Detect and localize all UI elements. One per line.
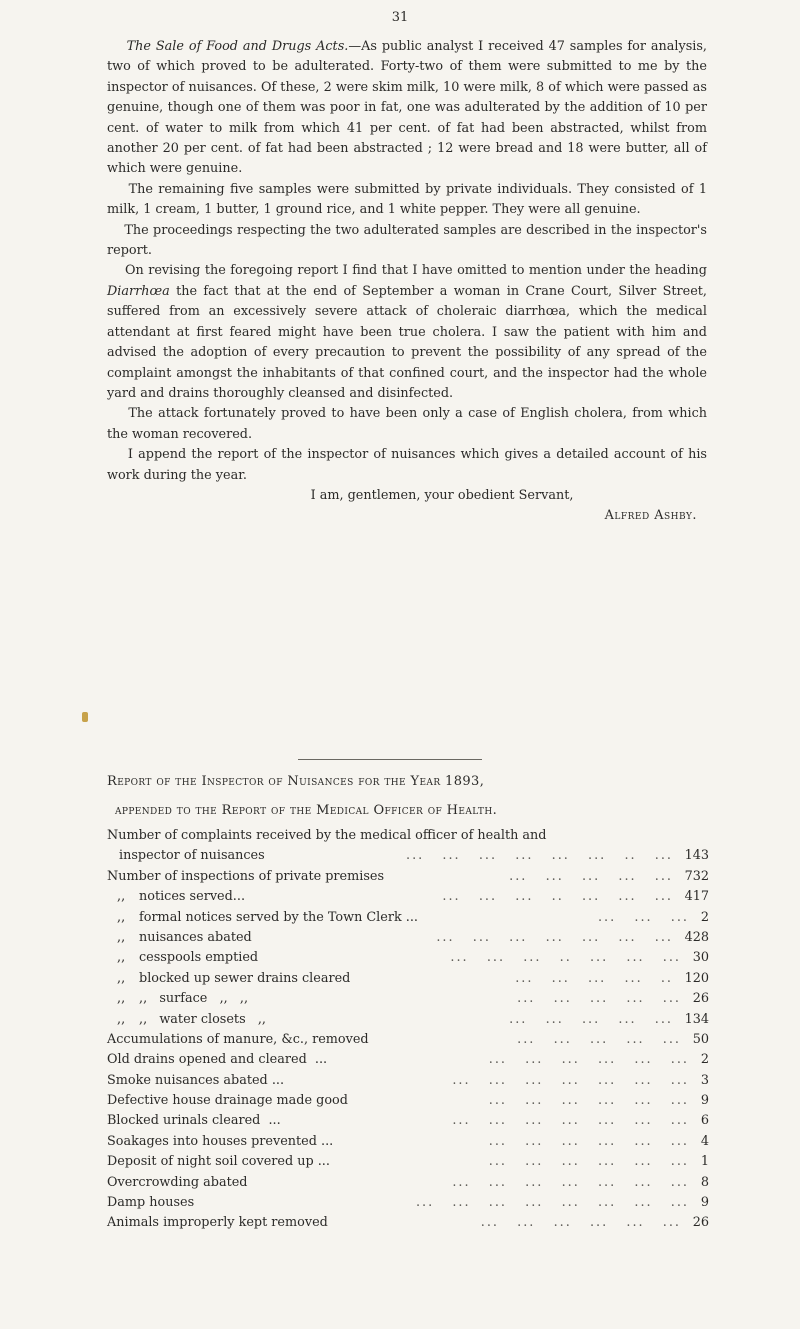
leader-dots: ... ... ... ... ... ... ... — [452, 1113, 689, 1129]
row-label-text: Number of inspections of private premises — [107, 868, 385, 884]
leader-dots: ... ... ... — [597, 909, 689, 925]
row-value: 2 — [700, 1052, 709, 1068]
paragraph-diarrhoea — [107, 261, 707, 404]
leader-dots: ... ... ... .. ... ... ... — [442, 889, 673, 905]
table-row — [107, 1010, 709, 1030]
leader-dots: ... ... ... ... ... ... — [488, 1052, 689, 1068]
leader-dots: ... ... ... ... ... ... — [488, 1154, 689, 1170]
report-heading — [107, 767, 717, 825]
row-label-text: inspector of nuisances — [119, 848, 265, 864]
leader-dots: ... ... ... ... ... ... — [488, 1093, 689, 1109]
row-label-text: Damp houses — [107, 1195, 195, 1211]
row-label — [107, 1050, 327, 1070]
row-label-text: nuisances abated — [139, 929, 252, 945]
table-row — [107, 969, 709, 989]
row-label-text: Blocked urinals cleared ... — [107, 1113, 281, 1129]
page-number: 31 — [391, 10, 409, 25]
paragraph-text: I append the report of the inspector of nuisances which gives a detailed account of his work during the year. — [107, 447, 707, 483]
row-value: 9 — [700, 1093, 709, 1109]
row-label-text: Overcrowding abated — [107, 1174, 248, 1190]
ditto-mark: ,, — [117, 970, 126, 986]
leader-dots: ... ... ... ... ... ... — [480, 1215, 681, 1231]
table-row — [107, 1173, 709, 1193]
paragraph-body: —As public analyst I received 47 samples for analysis, two of which proved to be adulterated. Forty-two of them were submitted to me by the inspector of nuisances. Of these, 2 were skim milk, 10 were milk, 8 of which were passed as genuine, though one of them was poor in fat, one was adulterated by the addition of 10 per cent. of water to milk from which 41 per cent. of fat had been abstracted, whilst from another 20 per cent. of fat had been abstracted ; 12 were bread and 18 were butter, all of which were genuine. — [107, 39, 707, 177]
leader-dots: ... ... ... ... ... ... ... — [436, 929, 673, 945]
table-row — [107, 1132, 709, 1152]
row-label — [107, 1111, 281, 1131]
row-value: 30 — [692, 950, 709, 966]
row-value: 3 — [700, 1072, 709, 1088]
paragraph-text: The remaining five samples were submitted by private individuals. They consisted of 1 milk, 1 cream, 1 butter, 1 ground rice, and 1 white pepper. They were all genuine. — [107, 181, 708, 218]
row-label — [117, 887, 245, 907]
leader-dots: ... ... ... ... ... ... ... — [452, 1072, 689, 1088]
report-heading-line1: Report of the Inspector of Nuisances for the Year 1893, — [107, 774, 485, 789]
row-label-text: notices served... — [139, 889, 246, 905]
row-label-text: formal notices served by the Town Clerk ... — [139, 909, 418, 925]
table-row — [107, 1152, 709, 1172]
table-row — [107, 1111, 709, 1131]
row-value: 120 — [684, 970, 709, 986]
row-value: 417 — [684, 889, 709, 905]
table-row — [107, 1091, 709, 1111]
row-label — [119, 846, 265, 866]
ditto-mark: ,, — [117, 950, 126, 966]
paragraph-private-samples — [107, 180, 707, 221]
row-value: 134 — [684, 1011, 709, 1027]
paragraph-food-drugs — [107, 37, 707, 180]
leader-dots: ... ... ... ... ... — [517, 1031, 681, 1047]
row-value: 50 — [692, 1031, 709, 1047]
row-value: 143 — [684, 848, 709, 864]
leader-dots: ... ... ... ... ... ... ... ... — [415, 1195, 689, 1211]
leader-dots: ... .. ... ... ... ... ... ... — [406, 848, 673, 864]
table-intro-row — [107, 826, 709, 846]
row-value: 6 — [700, 1113, 709, 1129]
leader-dots: .. ... ... ... ... — [515, 970, 673, 986]
row-label — [117, 989, 248, 1009]
table-row — [107, 908, 709, 928]
heading-reference: Diarrhœa — [107, 283, 170, 299]
table-row — [107, 989, 709, 1009]
row-label — [107, 1091, 348, 1111]
table-row — [107, 1213, 709, 1233]
paragraph-title: The Sale of Food and Drugs Acts. — [126, 39, 349, 54]
row-value: 1 — [700, 1154, 709, 1170]
row-value: 428 — [684, 929, 709, 945]
paragraph-english-cholera — [107, 404, 707, 445]
row-label — [117, 928, 252, 948]
table-row — [107, 928, 709, 948]
ditto-mark: ,, — [117, 909, 126, 925]
row-label-text: Soakages into houses prevented ... — [107, 1133, 334, 1149]
signature: Alfred Ashby. — [604, 508, 697, 524]
paragraph-text: the fact that at the end of September a woman in Crane Court, Silver Street, suffered from an excessively severe attack of choleraic diarrhœa, which the medical attendant at first feared might have been true cholera. I saw the patient with him and advised the adoption of every precaution to prevent the possibility of any spread of the complaint amongst the inhabitants of that confined court, and the inspector had the whole yard and drains thoroughly cleansed and disinfected. — [107, 283, 707, 401]
report-heading-line2: appended to the Report of the Medical Officer of Health. — [115, 803, 498, 818]
row-label — [107, 1071, 284, 1091]
nuisance-statistics-table — [107, 826, 709, 1234]
table-row — [107, 1071, 709, 1091]
table-row — [107, 867, 709, 887]
ditto-mark: ,, — [117, 1011, 126, 1027]
row-label — [107, 1213, 328, 1233]
paragraph-text: On revising the foregoing report I find that I have omitted to mention under the heading — [125, 263, 707, 279]
row-label-text: Smoke nuisances abated ... — [107, 1072, 285, 1088]
leader-dots: ... ... ... ... ... — [517, 991, 681, 1007]
row-label — [117, 969, 350, 989]
intro-label: Number of complaints received by the medical officer of health and — [107, 828, 547, 843]
row-label — [107, 1193, 194, 1213]
report-prose — [107, 37, 707, 527]
row-label-text: blocked up sewer drains cleared — [139, 970, 351, 986]
leader-dots: ... ... ... ... ... — [509, 868, 673, 884]
paragraph-proceedings — [107, 221, 707, 262]
ditto-mark: ,, — [117, 929, 126, 945]
row-label-text: Accumulations of manure, &c., removed — [107, 1031, 369, 1047]
paragraph-append — [107, 445, 707, 486]
margin-mark — [82, 712, 88, 722]
leader-dots: ... ... ... ... ... — [509, 1011, 673, 1027]
row-value: 9 — [700, 1195, 709, 1211]
row-label — [107, 1030, 369, 1050]
row-label — [117, 1010, 266, 1030]
paragraph-text: The attack fortunately proved to have been only a case of English cholera, from which the woman recovered. — [107, 406, 707, 442]
row-label — [117, 948, 258, 968]
row-label-text: ,, surface ,, ,, — [139, 991, 249, 1007]
ditto-mark: ,, — [117, 991, 126, 1007]
signoff: I am, gentlemen, your obedient Servant, — [310, 487, 574, 503]
row-label-text: Defective house drainage made good — [107, 1093, 348, 1109]
table-row — [107, 948, 709, 968]
leader-dots: ... ... ... ... ... ... ... — [452, 1174, 689, 1190]
row-value: 26 — [692, 991, 709, 1007]
row-label — [107, 1173, 248, 1193]
table-row — [107, 887, 709, 907]
row-label-text: Deposit of night soil covered up ... — [107, 1154, 330, 1170]
table-row — [107, 1050, 709, 1070]
row-label — [107, 867, 384, 887]
row-label — [107, 1132, 333, 1152]
row-label-text: ,, water closets ,, — [139, 1011, 266, 1027]
ditto-mark: ,, — [117, 889, 126, 905]
row-label — [117, 908, 418, 928]
row-value: 8 — [700, 1174, 709, 1190]
leader-dots: ... ... ... ... ... ... — [488, 1133, 689, 1149]
row-label-text: Old drains opened and cleared ... — [107, 1052, 328, 1068]
row-value: 2 — [700, 909, 709, 925]
table-row — [107, 1193, 709, 1213]
row-value: 26 — [692, 1215, 709, 1231]
paragraph-text: The proceedings respecting the two adulterated samples are described in the inspector's report. — [107, 222, 707, 259]
row-label — [107, 1152, 330, 1172]
row-value: 4 — [700, 1133, 709, 1149]
row-value: 732 — [684, 868, 709, 884]
section-divider — [298, 759, 482, 760]
leader-dots: ... ... ... .. ... ... ... — [450, 950, 681, 966]
row-label-text: Animals improperly kept removed — [107, 1215, 328, 1231]
table-row — [107, 846, 709, 866]
table-row — [107, 1030, 709, 1050]
row-label-text: cesspools emptied — [139, 950, 259, 966]
